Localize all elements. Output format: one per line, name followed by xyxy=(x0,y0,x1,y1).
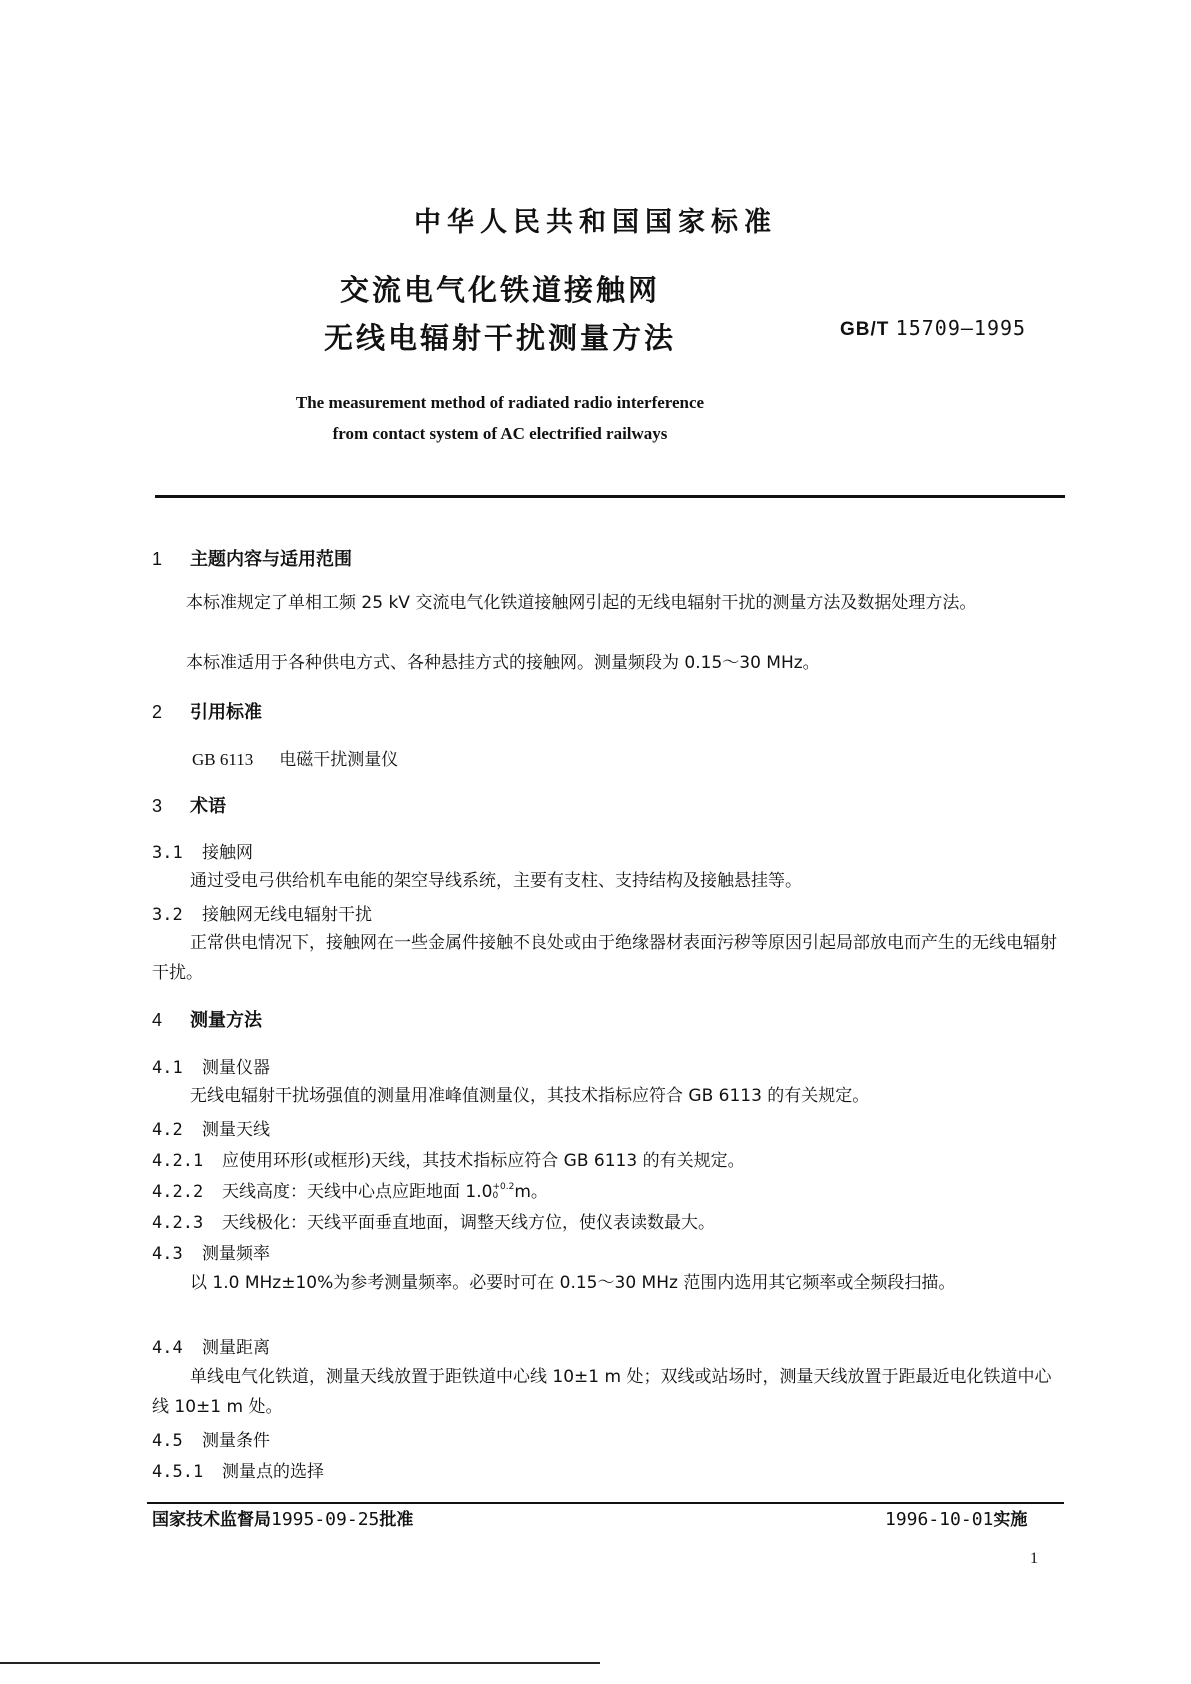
approval-authority: 国家技术监督局 xyxy=(152,1510,271,1530)
effective-line xyxy=(885,1505,1027,1530)
section-4-3-heading: 4.3 测量频率 xyxy=(152,1244,270,1264)
section-4-4-text: 单线电气化铁道，测量天线放置于距铁道中心线 10±1 m 处；双线或站场时，测量天线放置于距最近电化铁道中心线 10±1 m 处。 xyxy=(152,1367,1052,1417)
page-number: 1 xyxy=(1030,1550,1038,1567)
section-3-heading: 3 术语 xyxy=(152,796,226,817)
section-4-2-3: 4.2.3 天线极化：天线平面垂直地面，调整天线方位，使仪表读数最大。 xyxy=(152,1213,715,1233)
header-divider xyxy=(155,495,1065,498)
section-4-5-heading: 4.5 测量条件 xyxy=(152,1431,270,1451)
scan-edge-line xyxy=(0,1662,600,1664)
title-en-line2: from contact system of AC electrified railways xyxy=(332,424,668,443)
standard-prefix: GB/T xyxy=(840,319,890,340)
section-4-1-text: 无线电辐射干扰场强值的测量用准峰值测量仪，其技术指标应符合 GB 6113 的有关规定。 xyxy=(190,1086,870,1106)
section-1-para-2: 本标准适用于各种供电方式、各种悬挂方式的接触网。测量频段为 0.15～30 MHz。 xyxy=(186,653,820,673)
section-4-2-heading: 4.2 测量天线 xyxy=(152,1120,270,1140)
reference-entry: GB 6113 电磁干扰测量仪 xyxy=(192,750,399,770)
national-standard-header: 中华人民共和国国家标准 xyxy=(414,207,777,238)
approval-date: 1995-09-25 xyxy=(271,1509,380,1530)
section-4-2-2: 4.2.2 天线高度：天线中心点应距地面 1.0 +0.2 0 m。 xyxy=(152,1182,548,1202)
section-4-4-heading: 4.4 测量距离 xyxy=(152,1338,270,1358)
standard-number: 15709—1995 xyxy=(895,316,1027,340)
approval-line xyxy=(152,1505,413,1530)
section-3-2-text: 正常供电情况下，接触网在一些金属件接触不良处或由于绝缘器材表面污秽等原因引起局部放电而产生的无线电辐射干扰。 xyxy=(152,933,1057,983)
title-en-line1: The measurement method of radiated radio interference xyxy=(295,393,705,412)
section-2-heading: 2 引用标准 xyxy=(152,702,262,723)
section-4-2-1: 4.2.1 应使用环形(或框形)天线，其技术指标应符合 GB 6113 的有关规定。 xyxy=(152,1151,745,1171)
section-4-heading: 4 测量方法 xyxy=(152,1010,262,1031)
section-3-2-heading: 3.2 接触网无线电辐射干扰 xyxy=(152,905,372,925)
section-4-5-1-heading: 4.5.1 测量点的选择 xyxy=(152,1462,324,1482)
title-cn-line2: 无线电辐射干扰测量方法 xyxy=(323,321,676,355)
section-1-para-1: 本标准规定了单相工频 25 kV 交流电气化铁道接触网引起的无线电辐射干扰的测量方法及数据处理方法。 xyxy=(186,593,977,613)
approval-suffix: 批准 xyxy=(379,1510,414,1530)
effective-suffix: 实施 xyxy=(993,1510,1028,1530)
section-4-1-heading: 4.1 测量仪器 xyxy=(152,1058,270,1078)
standard-code xyxy=(840,316,1026,341)
section-3-1-text: 通过受电弓供给机车电能的架空导线系统，主要有支柱、支持结构及接触悬挂等。 xyxy=(190,871,802,891)
title-cn-line1: 交流电气化铁道接触网 xyxy=(339,273,660,307)
section-3-1-heading: 3.1 接触网 xyxy=(152,843,253,863)
section-1-heading: 1 主题内容与适用范围 xyxy=(152,549,352,570)
effective-date: 1996-10-01 xyxy=(885,1509,994,1530)
footer-divider xyxy=(147,1502,1064,1504)
section-4-3-text: 以 1.0 MHz±10%为参考测量频率。必要时可在 0.15～30 MHz 范围内选用其它频率或全频段扫描。 xyxy=(190,1273,956,1293)
